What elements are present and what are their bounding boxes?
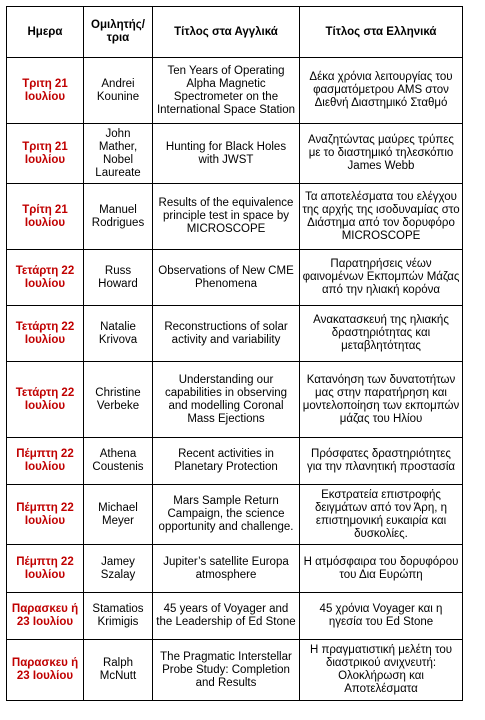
row-title-gr: Πρόσφατες δραστηριότητες για την πλανητική προστασία — [300, 438, 463, 485]
header-title-gr: Τίτλος στα Ελληνικά — [300, 7, 463, 58]
row-day: Τετάρτη 22 Ιουλίου — [7, 362, 84, 438]
row-title-en: Understanding our capabilities in observing and modelling Coronal Mass Ejections — [153, 362, 300, 438]
row-day: Πέμπτη 22 Ιουλίου — [7, 545, 84, 593]
row-title-en: Hunting for Black Holes with JWST — [153, 124, 300, 184]
row-speaker: John Mather, Nobel Laureate — [84, 124, 153, 184]
row-title-gr: Δέκα χρόνια λειτουργίας του φασματόμετρου AMS στον Διεθνή Διαστημικό Σταθμό — [300, 58, 463, 124]
table-row — [7, 124, 463, 184]
row-speaker: Natalie Krivova — [84, 306, 153, 362]
row-title-en: Recent activities in Planetary Protection — [153, 438, 300, 485]
table-row — [7, 438, 463, 485]
row-day: Τετάρτη 22 Ιουλίου — [7, 250, 84, 306]
row-title-gr: Παρατηρήσεις νέων φαινομένων Εκπομπών Μάζας από την ηλιακή κορόνα — [300, 250, 463, 306]
row-day: Τριτη 21 Ιουλίου — [7, 58, 84, 124]
row-title-gr: Η πραγματιστική μελέτη του διαστρικού ανιχνευτή: Ολοκλήρωση και Αποτελέσματα — [300, 640, 463, 701]
row-speaker: Manuel Rodrigues — [84, 184, 153, 250]
row-title-gr: Τα αποτελέσματα του ελέγχου της αρχής της ισοδυναμίας στο Διάστημα από τον δορυφόρο MICROSCOPE — [300, 184, 463, 250]
row-title-en: Reconstructions of solar activity and variability — [153, 306, 300, 362]
row-speaker: Jamey Szalay — [84, 545, 153, 593]
table-row — [7, 58, 463, 124]
header-row — [7, 7, 463, 58]
row-day: Τετάρτη 22 Ιουλίου — [7, 306, 84, 362]
row-day: Πέμπτη 22 Ιουλίου — [7, 438, 84, 485]
row-title-en: 45 years of Voyager and the Leadership of Ed Stone — [153, 593, 300, 640]
table-row — [7, 306, 463, 362]
row-title-gr: Ανακατασκευή της ηλιακής δραστηριότητας και μεταβλητότητας — [300, 306, 463, 362]
table-row — [7, 184, 463, 250]
row-day: Τριτη 21 Ιουλίου — [7, 124, 84, 184]
header-title-en: Τίτλος στα Αγγλικά — [153, 7, 300, 58]
row-title-gr: Κατανόηση των δυνατοτήτων μας στην παρατήρηση και μοντελοποίηση των εκπομπών μάζας του Ηλίου — [300, 362, 463, 438]
schedule-table — [6, 6, 463, 701]
row-speaker: Stamatios Krimigis — [84, 593, 153, 640]
table-row — [7, 593, 463, 640]
row-title-en: The Pragmatic Interstellar Probe Study: Completion and Results — [153, 640, 300, 701]
row-title-en: Ten Years of Operating Alpha Magnetic Spectrometer on the International Space Station — [153, 58, 300, 124]
row-title-gr: Αναζητώντας μαύρες τρύπες με το διαστημικό τηλεσκόπιο James Webb — [300, 124, 463, 184]
row-speaker: Russ Howard — [84, 250, 153, 306]
row-title-gr: 45 χρόνια Voyager και η ηγεσία του Ed Stone — [300, 593, 463, 640]
row-title-en: Observations of New CME Phenomena — [153, 250, 300, 306]
header-speaker: Ομιλητής/ τρια — [84, 7, 153, 58]
row-title-gr: Εκστρατεία επιστροφής δειγμάτων από τον Άρη, η επιστημονική ευκαιρία και δυσκολίες. — [300, 485, 463, 545]
row-day: Τρίτη 21 Ιουλίου — [7, 184, 84, 250]
row-title-en: Results of the equivalence principle test in space by MICROSCOPE — [153, 184, 300, 250]
row-day: Παρασκευ ή 23 Ιουλίου — [7, 593, 84, 640]
table-row — [7, 485, 463, 545]
table-row — [7, 362, 463, 438]
row-speaker: Ralph McNutt — [84, 640, 153, 701]
table-row — [7, 250, 463, 306]
row-day: Πέμπτη 22 Ιουλίου — [7, 485, 84, 545]
row-speaker: Athena Coustenis — [84, 438, 153, 485]
table-row — [7, 545, 463, 593]
row-speaker: Andrei Kounine — [84, 58, 153, 124]
row-speaker: Michael Meyer — [84, 485, 153, 545]
header-day: Ημερα — [7, 7, 84, 58]
row-title-en: Mars Sample Return Campaign, the science opportunity and challenge. — [153, 485, 300, 545]
row-day: Παρασκευ ή 23 Ιουλίου — [7, 640, 84, 701]
table-row — [7, 640, 463, 701]
row-title-en: Jupiter’s satellite Europa atmosphere — [153, 545, 300, 593]
row-title-gr: Η ατμόσφαιρα του δορυφόρου του Δια Ευρώπη — [300, 545, 463, 593]
row-speaker: Christine Verbeke — [84, 362, 153, 438]
